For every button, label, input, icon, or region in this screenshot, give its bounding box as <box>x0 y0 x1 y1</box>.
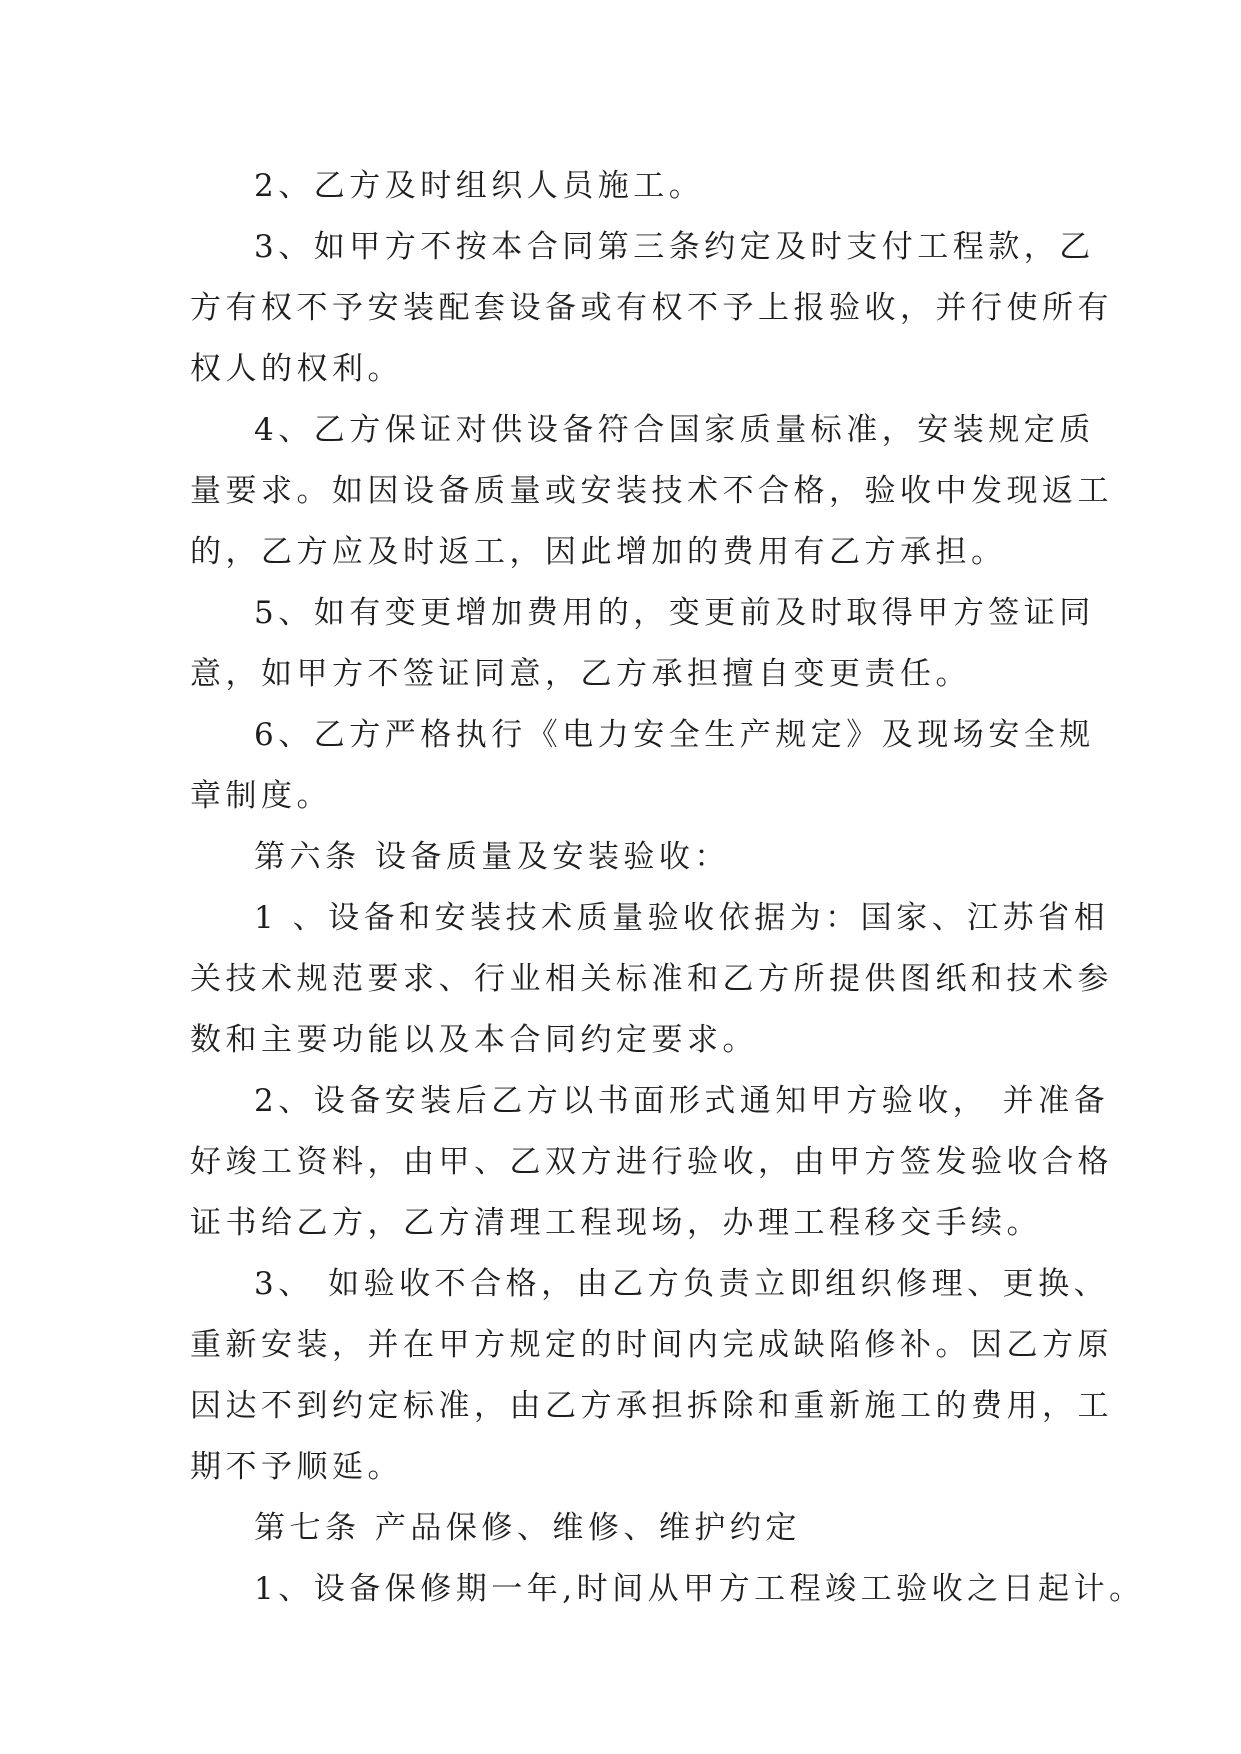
clause-paragraph <box>190 1559 1145 1620</box>
clause-paragraph <box>190 217 1113 400</box>
text-line: 因达不到约定标准，由乙方承担拆除和重新施工的费用，工 <box>190 1388 1113 1424</box>
text-line: 1、设备保修期一年,时间从甲方工程竣工验收之日起计。 <box>254 1571 1145 1607</box>
text-line: 章制度。 <box>190 778 332 814</box>
text-line: 6、乙方严格执行《电力安全生产规定》及现场安全规 <box>254 717 1095 753</box>
text-line: 第七条 产品保修、维修、维护约定 <box>254 1510 801 1546</box>
text-line: 3、 如验收不合格，由乙方负责立即组织修理、更换、 <box>254 1266 1110 1302</box>
document-body <box>190 156 1145 1620</box>
text-line: 期不予顺延。 <box>190 1449 403 1485</box>
text-line: 5、如有变更增加费用的，变更前及时取得甲方签证同 <box>254 595 1095 631</box>
text-line: 好竣工资料，由甲、乙双方进行验收，由甲方签发验收合格 <box>190 1144 1113 1180</box>
clause-paragraph <box>190 705 1095 827</box>
clause-paragraph <box>190 888 1113 1071</box>
text-line: 1 、设备和安装技术质量验收依据为：国家、江苏省相 <box>254 900 1110 936</box>
text-line: 重新安装，并在甲方规定的时间内完成缺陷修补。因乙方原 <box>190 1327 1113 1363</box>
text-line: 权人的权利。 <box>190 351 403 387</box>
clause-paragraph <box>190 156 1065 217</box>
text-line: 量要求。如因设备质量或安装技术不合格，验收中发现返工 <box>190 473 1113 509</box>
clause-paragraph <box>190 1254 1113 1498</box>
text-line: 数和主要功能以及本合同约定要求。 <box>190 1022 758 1058</box>
text-line: 2、乙方及时组织人员施工。 <box>254 168 705 204</box>
article-heading <box>190 827 1065 888</box>
text-line: 的，乙方应及时返工，因此增加的费用有乙方承担。 <box>190 534 1007 570</box>
clause-paragraph <box>190 1071 1113 1254</box>
text-line: 第六条 设备质量及安装验收： <box>254 839 730 875</box>
clause-paragraph <box>190 400 1113 583</box>
text-line: 证书给乙方，乙方清理工程现场，办理工程移交手续。 <box>190 1205 1042 1241</box>
text-line: 关技术规范要求、行业相关标准和乙方所提供图纸和技术参 <box>190 961 1113 997</box>
clause-paragraph <box>190 583 1095 705</box>
text-line: 4、乙方保证对供设备符合国家质量标准，安装规定质 <box>254 412 1095 448</box>
text-line: 方有权不予安装配套设备或有权不予上报验收，并行使所有 <box>190 290 1113 326</box>
text-line: 2、设备安装后乙方以书面形式通知甲方验收， 并准备 <box>254 1083 1110 1119</box>
text-line: 3、如甲方不按本合同第三条约定及时支付工程款，乙 <box>254 229 1095 265</box>
article-heading <box>190 1498 1065 1559</box>
text-line: 意，如甲方不签证同意，乙方承担擅自变更责任。 <box>190 656 971 692</box>
